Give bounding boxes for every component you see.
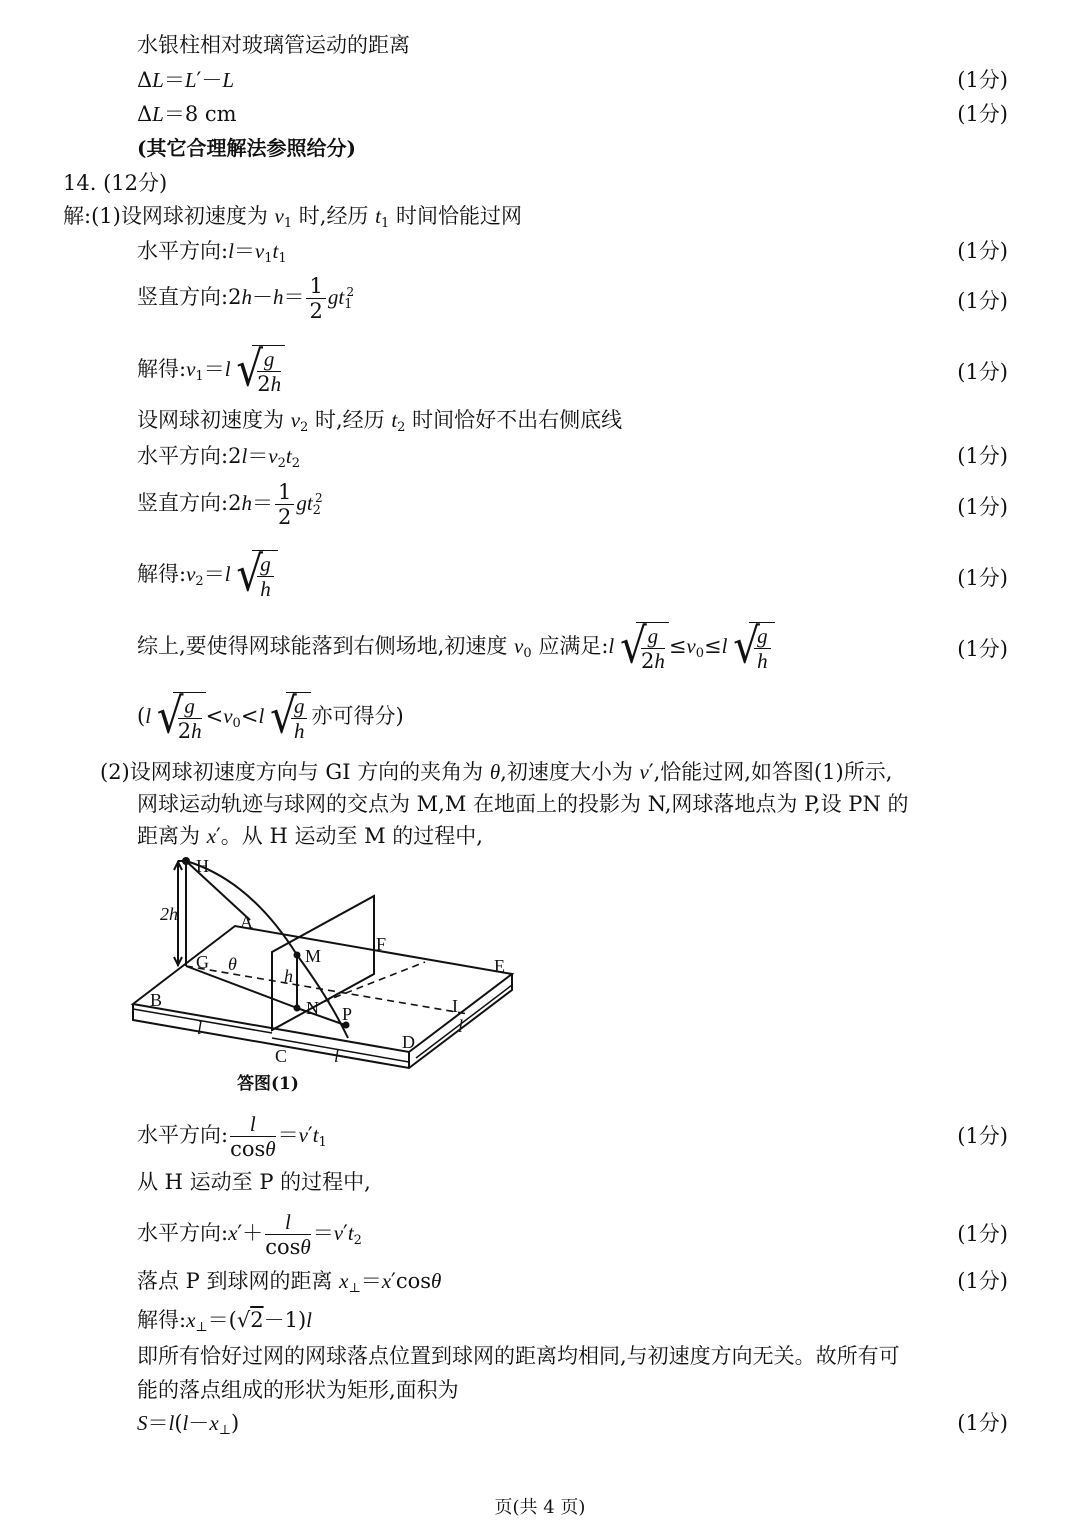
solution-intro: 解:(1)设网球初速度为 $v_1$ 时,经历 $t_1$ 时间恰能过网 [63, 204, 522, 231]
score-label: (1分) [957, 1411, 1008, 1435]
label-d: D [402, 1032, 415, 1052]
label-i: I [452, 996, 458, 1016]
score-label: (1分) [957, 1222, 1008, 1246]
score-label: (1分) [957, 444, 1008, 468]
text-from-h-to-p: 从 H 运动至 P 的过程中, [137, 1170, 371, 1194]
label-l-bc: l [197, 1018, 203, 1038]
equation-horizontal-1: 水平方向$:l=v_1t_1$ [137, 239, 287, 266]
label-a: A [240, 912, 253, 932]
score-label: (1分) [957, 1124, 1008, 1148]
label-theta: θ [228, 954, 237, 974]
label-f: F [376, 934, 387, 954]
equation-area: $S=l(l-x_\perp)$ [137, 1411, 240, 1438]
result-x-perp: 解得$:x_\perp=(√2-1)l$ [137, 1308, 312, 1335]
part2-line3: 距离为 x′。从 H 运动至 M 的过程中, [137, 824, 483, 848]
label-n: N [306, 998, 319, 1018]
result-v2: 解得$:v_2=l$ √ $\frac{g}{h}$ [137, 550, 278, 601]
summary-condition: 综上,要使得网球能落到右侧场地,初速度 $v_0$ 应满足:l √ $\frac{g}{2h}$ $\le v_0\le l$ √ $\frac{g}{h}$ [137, 622, 775, 673]
equation-delta-l-value: ΔL＝8 cm [137, 102, 237, 126]
net [272, 896, 374, 1030]
label-m: M [305, 946, 322, 966]
equation-delta-l: ΔL＝L′－L [137, 68, 235, 92]
conclusion-line2: 能的落点组成的形状为矩形,面积为 [137, 1378, 459, 1402]
score-label: (1分) [957, 637, 1008, 661]
setup-v2: 设网球初速度为 $v_2$ 时,经历 $t_2$ 时间恰好不出右侧底线 [137, 408, 623, 435]
label-p: P [342, 1004, 353, 1024]
equation-horizontal-2: 水平方向$:2l=v_2t_2$ [137, 444, 301, 471]
result-v1: 解得$:v_1=l$ √ $\frac{g}{2h}$ [137, 345, 285, 396]
conclusion-line1: 即所有恰好过网的网球落点位置到球网的距离均相同,与初速度方向无关。故所有可 [137, 1344, 900, 1368]
label-l-cd: l [334, 1046, 340, 1066]
equation-horizontal-3: 水平方向: $\frac{l}{\cos\theta}$ $=v't_1$ [137, 1112, 327, 1162]
equation-horizontal-4: 水平方向:x′＋ $\frac{l}{\cos\theta}$ $=v't_2$ [137, 1210, 362, 1260]
equation-vertical-1: 竖直方向:2h－h＝ $\frac{1}{2}$ $gt_1^2$ [137, 274, 355, 324]
label-2h: 2h [160, 904, 178, 924]
alternative-condition: (l √ $\frac{g}{2h}$ $<v_0<l$ √ $\frac{g}{h}$ 亦可得分) [137, 692, 404, 743]
figure-caption: 答图(1) [237, 1074, 299, 1094]
part2-line2: 网球运动轨迹与球网的交点为 M,M 在地面上的投影为 N,网球落地点为 P,设 PN 的 [137, 792, 909, 816]
score-label: (1分) [957, 1269, 1008, 1293]
score-label: (1分) [957, 239, 1008, 263]
label-b: B [150, 990, 163, 1010]
score-label: (1分) [957, 566, 1008, 590]
label-e: E [494, 956, 505, 976]
text-line: 水银柱相对玻璃管运动的距离 [137, 33, 410, 57]
equation-distance: 落点 P 到球网的距离 $x_\perp=x'\cos\theta$ [137, 1269, 442, 1296]
page-footer: 页(共 4 页) [494, 1497, 586, 1518]
label-g: G [196, 952, 209, 972]
label-l-de: l [458, 1016, 464, 1036]
question-number: 14. (12分) [63, 171, 168, 195]
score-label: (1分) [957, 360, 1008, 384]
label-c: C [275, 1046, 288, 1066]
note-line: (其它合理解法参照给分) [137, 136, 356, 160]
equation-vertical-2: 竖直方向:2h＝ $\frac{1}{2}$ $gt_2^2$ [137, 480, 323, 530]
part2-line1: (2)设网球初速度方向与 GI 方向的夹角为 θ,初速度大小为 v′,恰能过网,如答图(1)所示, [100, 760, 893, 784]
score-label: (1分) [957, 102, 1008, 126]
score-label: (1分) [957, 68, 1008, 92]
label-h-height: h [284, 966, 293, 986]
court-thickness [133, 974, 512, 1068]
score-label: (1分) [957, 495, 1008, 519]
label-h-point: H [196, 856, 209, 876]
tennis-court-diagram [125, 852, 525, 1102]
trajectory [186, 861, 348, 1038]
score-label: (1分) [957, 289, 1008, 313]
